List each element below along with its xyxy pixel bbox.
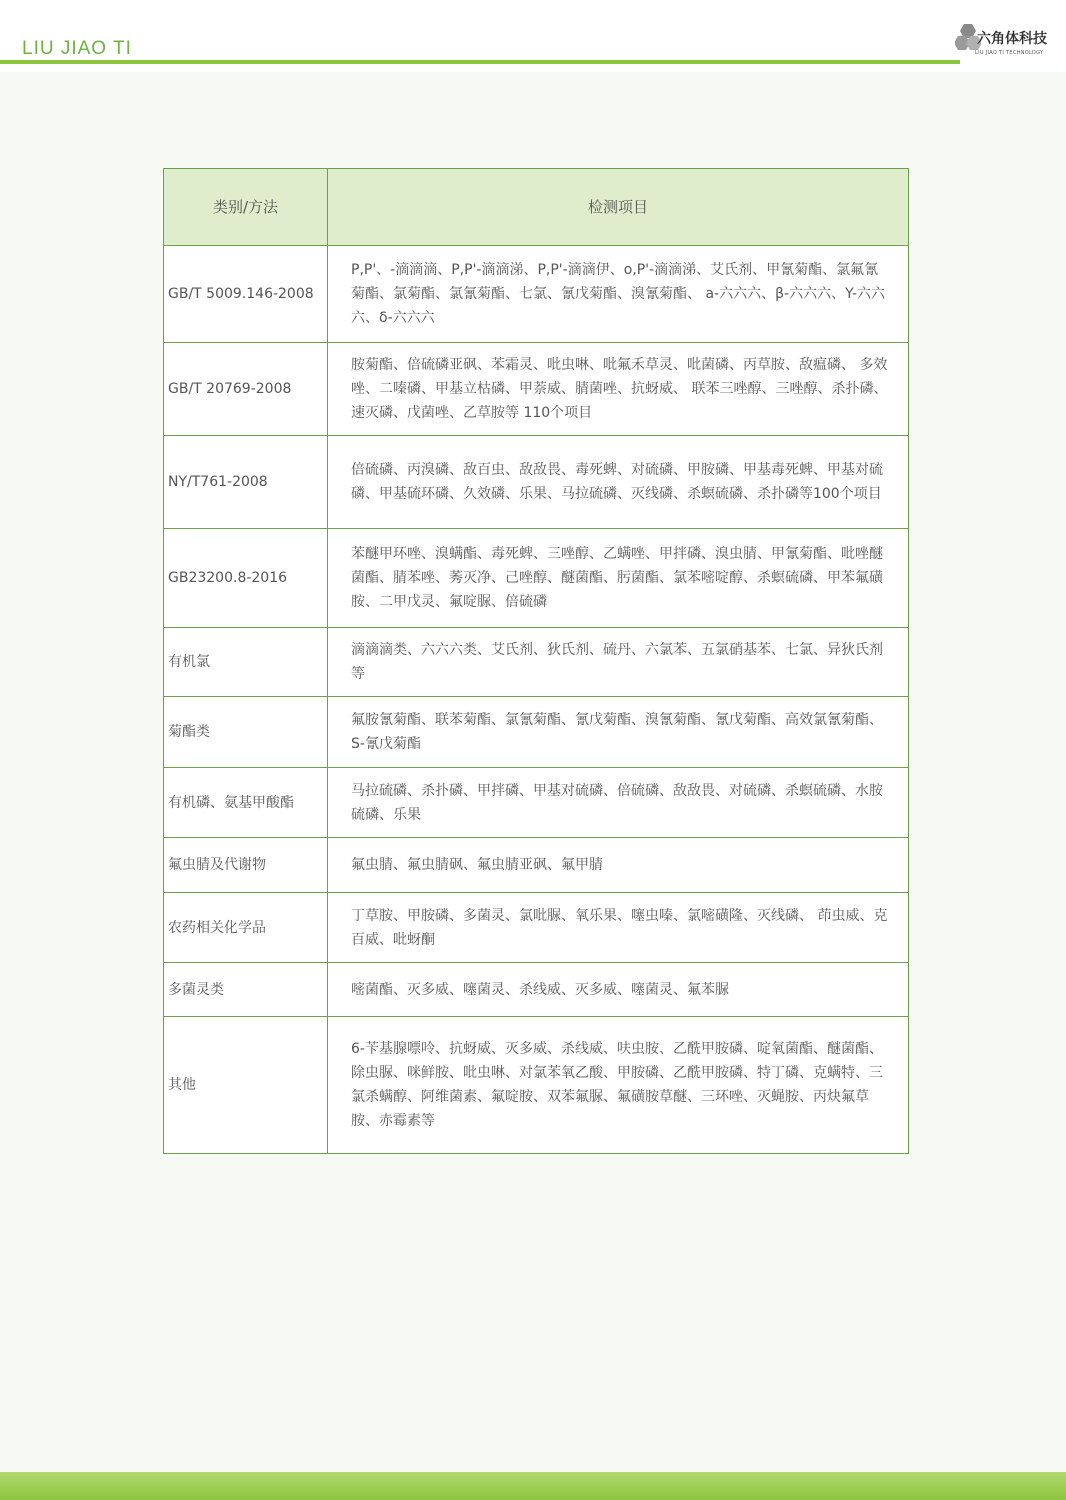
row-category: GB23200.8-2016 bbox=[164, 529, 328, 628]
row-items: 氟虫腈、氟虫腈砜、氟虫腈亚砜、氟甲腈 bbox=[328, 838, 909, 893]
row-category: GB/T 20769-2008 bbox=[164, 343, 328, 436]
row-category: GB/T 5009.146-2008 bbox=[164, 246, 328, 343]
row-category: 多菌灵类 bbox=[164, 963, 328, 1017]
table-row bbox=[164, 768, 909, 838]
table-header-row bbox=[164, 169, 909, 246]
table-row bbox=[164, 529, 909, 628]
page-header bbox=[0, 0, 1066, 72]
row-category: 农药相关化学品 bbox=[164, 893, 328, 963]
footer-bar bbox=[0, 1472, 1066, 1500]
header-category: 类别/方法 bbox=[164, 169, 328, 246]
table-row bbox=[164, 893, 909, 963]
row-category: 有机磷、氨基甲酸酯 bbox=[164, 768, 328, 838]
row-category: NY/T761-2008 bbox=[164, 436, 328, 529]
logo-subtitle: LIU JIAO TI TECHNOLOGY bbox=[975, 50, 1044, 56]
row-items: 嘧菌酯、灭多威、噻菌灵、杀线威、灭多威、噻菌灵、氟苯脲 bbox=[328, 963, 909, 1017]
row-category: 有机氯 bbox=[164, 628, 328, 697]
footer-gradient bbox=[0, 1472, 1066, 1500]
logo-text: 六角体科技 bbox=[977, 31, 1047, 47]
table-row bbox=[164, 246, 909, 343]
header-items: 检测项目 bbox=[328, 169, 909, 246]
row-items: 苯醚甲环唑、溴螨酯、毒死蜱、三唑醇、乙螨唑、甲拌磷、溴虫腈、甲氰菊酯、吡唑醚菌酯、腈苯唑、莠灭净、己唑醇、醚菌酯、肟菌酯、氯苯嘧啶醇、杀螟硫磷、甲苯氟磺胺、二甲戊灵、氟啶脲、倍硫磷 bbox=[328, 529, 909, 628]
table-row bbox=[164, 628, 909, 697]
row-category: 氟虫腈及代谢物 bbox=[164, 838, 328, 893]
row-items: 6-苄基腺嘌呤、抗蚜威、灭多威、杀线威、呋虫胺、乙酰甲胺磷、啶氧菌酯、醚菌酯、除虫脲、咪鲜胺、吡虫啉、对氯苯氧乙酸、甲胺磷、乙酰甲胺磷、特丁磷、克螨特、三氯杀螨醇、阿维菌素、氟啶胺、双苯氟脲、氟磺胺草醚、三环唑、灭蝇胺、丙炔氟草胺、赤霉素等 bbox=[328, 1017, 909, 1154]
row-items: 胺菊酯、倍硫磷亚砜、苯霜灵、吡虫啉、吡氟禾草灵、吡菌磷、丙草胺、敌瘟磷、 多效唑、二嗪磷、甲基立枯磷、甲萘威、腈菌唑、抗蚜威、 联苯三唑醇、三唑醇、杀扑磷、速灭磷、戊菌唑、乙草胺等 110个项目 bbox=[328, 343, 909, 436]
table-row bbox=[164, 838, 909, 893]
header-rule bbox=[0, 60, 960, 64]
table-row bbox=[164, 343, 909, 436]
row-items: 倍硫磷、丙溴磷、敌百虫、敌敌畏、毒死蜱、对硫磷、甲胺磷、甲基毒死蜱、甲基对硫磷、甲基硫环磷、久效磷、乐果、马拉硫磷、灭线磷、杀螟硫磷、杀扑磷等100个项目 bbox=[328, 436, 909, 529]
table-row bbox=[164, 436, 909, 529]
table-row bbox=[164, 697, 909, 768]
detection-table bbox=[163, 168, 909, 1154]
table-row bbox=[164, 963, 909, 1017]
row-category: 菊酯类 bbox=[164, 697, 328, 768]
table-row bbox=[164, 1017, 909, 1154]
row-items: 丁草胺、甲胺磷、多菌灵、氯吡脲、氧乐果、噻虫嗪、氯嘧磺隆、灭线磷、 茚虫威、克百威、吡蚜酮 bbox=[328, 893, 909, 963]
row-category: 其他 bbox=[164, 1017, 328, 1154]
row-items: 氟胺氰菊酯、联苯菊酯、氯氰菊酯、氰戊菊酯、溴氰菊酯、氰戊菊酯、高效氯氰菊酯、S-氰戊菊酯 bbox=[328, 697, 909, 768]
row-items: 滴滴滴类、六六六类、艾氏剂、狄氏剂、硫丹、六氯苯、五氯硝基苯、七氯、异狄氏剂等 bbox=[328, 628, 909, 697]
row-items: 马拉硫磷、杀扑磷、甲拌磷、甲基对硫磷、倍硫磷、敌敌畏、对硫磷、杀螟硫磷、水胺硫磷、乐果 bbox=[328, 768, 909, 838]
row-items: P,P'、-滴滴滴、P,P'-滴滴涕、P,P'-滴滴伊、o,P'-滴滴涕、艾氏剂、甲氰菊酯、氯氟氰菊酯、氯菊酯、氯氰菊酯、七氯、氰戊菊酯、溴氰菊酯、 a-六六六、β-六六六、Y-六六六、δ-六六六 bbox=[328, 246, 909, 343]
brand-title: LIU JIAO TI bbox=[22, 38, 132, 59]
company-logo bbox=[955, 22, 1060, 70]
